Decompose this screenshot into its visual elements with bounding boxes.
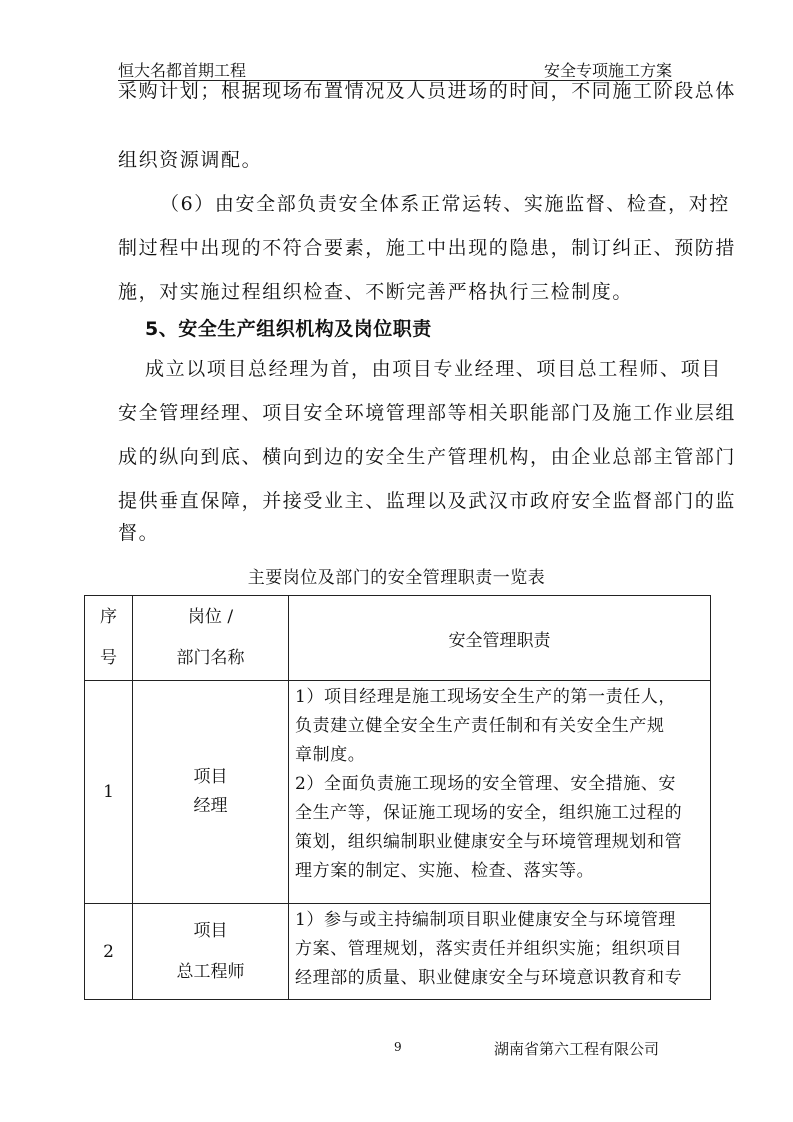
- header-project-name: 恒大名都首期工程: [118, 61, 247, 80]
- header-no: 序 号: [85, 596, 133, 681]
- footer-company: 湖南省第六工程有限公司: [494, 1040, 660, 1058]
- body-line: 施，对实施过程组织检查、不断完善严格执行三检制度。: [118, 281, 634, 303]
- body-line: 提供垂直保障，并接受业主、监理以及武汉市政府安全监督部门的监: [118, 490, 737, 512]
- body-line: （6）由安全部负责安全体系正常运转、实施监督、检查，对控: [160, 193, 730, 215]
- body-line: 制过程中出现的不符合要素，施工中出现的隐患，制订纠正、预防措: [118, 237, 737, 259]
- body-line: 采购计划；根据现场布置情况及人员进场的时间，不同施工阶段总体: [118, 80, 737, 102]
- body-line: 组织资源调配。: [118, 149, 263, 171]
- table-row: [85, 904, 711, 1000]
- table-caption: 主要岗位及部门的安全管理职责一览表: [247, 568, 546, 588]
- responsibility-table: [84, 595, 711, 1000]
- row-post: 项目 经理: [133, 681, 289, 904]
- body-line: 安全管理经理、项目安全环境管理部等相关职能部门及施工作业层组: [118, 402, 737, 424]
- body-line: 成的纵向到底、横向到边的安全生产管理机构，由企业总部主管部门: [118, 446, 737, 468]
- table-row: [85, 681, 711, 904]
- row-duty: 1）参与或主持编制项目职业健康安全与环境管理 方案、管理规划，落实责任并组织实施；组织项目 经理部的质量、职业健康安全与环境意识教育和专: [289, 904, 711, 1000]
- header-duty: 安全管理职责: [289, 596, 711, 681]
- row-no: 2: [85, 904, 133, 1000]
- body-line: 成立以项目总经理为首，由项目专业经理、项目总工程师、项目: [145, 358, 722, 380]
- row-no: 1: [85, 681, 133, 904]
- row-post: 项目 总工程师: [133, 904, 289, 1000]
- header-doc-title: 安全专项施工方案: [543, 61, 672, 80]
- page-number: 9: [394, 1040, 402, 1054]
- header-post: 岗位 / 部门名称: [133, 596, 289, 681]
- body-line: 督。: [118, 522, 160, 544]
- row-duty: 1）项目经理是施工现场安全生产的第一责任人， 负责建立健全安全生产责任制和有关安全生产规 章制度。 2）全面负责施工现场的安全管理、安全措施、安 全生产等，保证施工现场的安全，组织施工过程的 策划，组织编制职业健康安全与环境管理规划和管 理方案的制定、实施、检查、落实等。: [289, 681, 711, 904]
- table-header-row: [85, 596, 711, 681]
- section-heading: 5、安全生产组织机构及岗位职责: [145, 318, 432, 340]
